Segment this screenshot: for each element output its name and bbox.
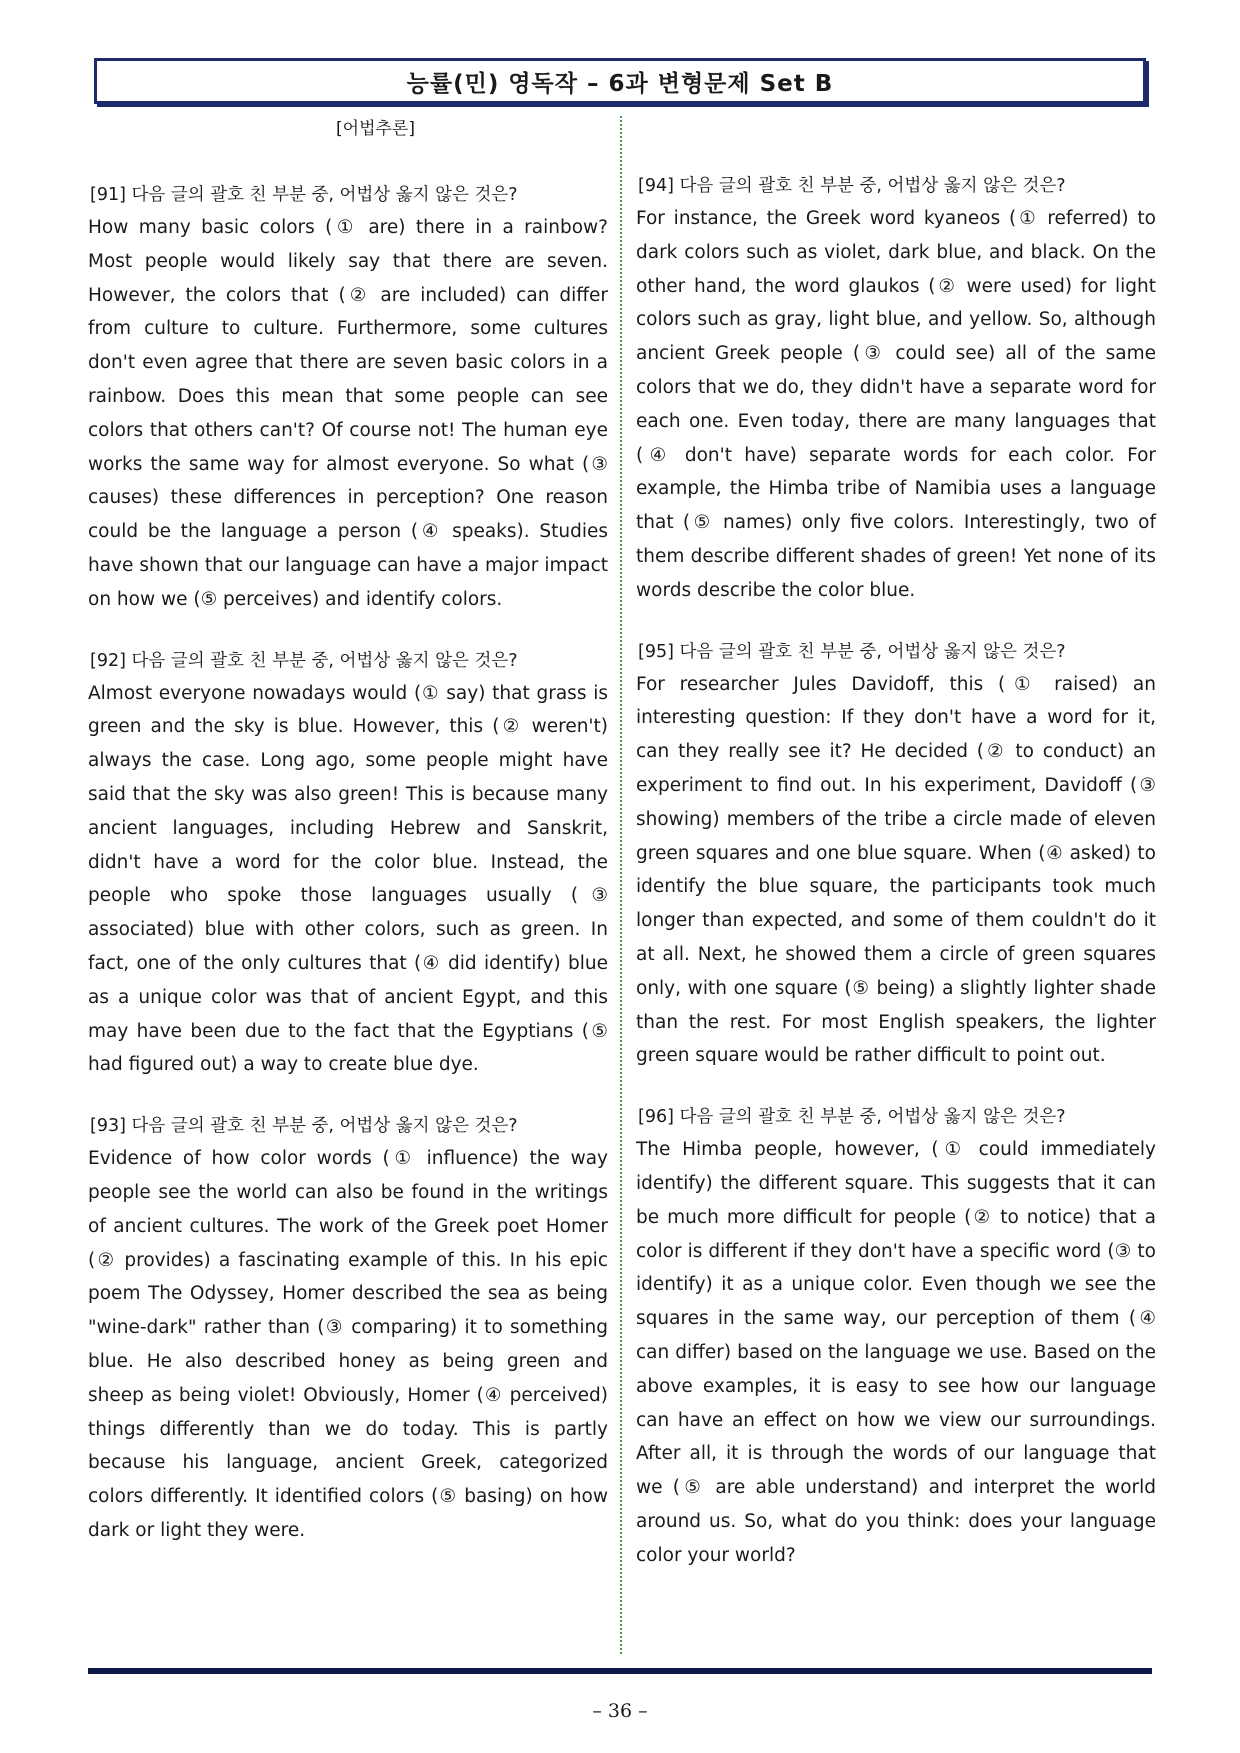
question-title: [91] 다음 글의 괄호 친 부분 중, 어법상 옳지 않은 것은? [90,185,518,205]
question-passage: For instance, the Greek word kyaneos (① referred) to dark colors such as violet, dark blue, and black. On the other hand, the word glaukos (② were used) for light colors such as gray, light blue, and yellow. So, although ancient Greek people (③ could see) all of the same colors that we do, they didn't have a separate word for each one. Even today, there are many languages that (④ don't have) separate words for each color. For example, the Himba tribe of Namibia uses a language that (⑤ names) only five colors. Interestingly, two of them describe different shades of green! Yet none of its words describe the color blue. [636,208,1156,601]
question-passage: Almost everyone nowadays would (① say) that grass is green and the sky is blue. However, this (② weren't) always the case. Long ago, some people might have said that the sky was also green! This is because many ancient languages, including Hebrew and Sanskrit, didn't have a word for the color blue. Instead, the people who spoke those languages usually (③ associated) blue with other colors, such as green. In fact, one of the only cultures that (④ did identify) blue as a unique color was that of ancient Egypt, and this may have been due to the fact that the Egyptians (⑤ had figured out) a way to create blue dye. [88,682,608,1076]
footer-rule [88,1668,1152,1674]
question-93 [88,1110,608,1548]
question-passage: For researcher Jules Davidoff, this (① raised) an interesting question: If they don't have a word for it, can they really see it? He decided (② to conduct) an experiment to find out. In his experiment, Davidoff (③ showing) members of the tribe a circle made of eleven green squares and one blue square. When (④ asked) to identify the blue square, the participants took much longer than expected, and some of them couldn't do it at all. Next, he showed them a circle of green squares only, with one square (⑤ being) a slightly lighter shade than the rest. For most English speakers, the lighter green square would be rather difficult to point out. [636,673,1156,1067]
column-divider [620,116,622,1654]
question-passage: The Himba people, however, (① could immediately identify) the different square. This suggests that it can be much more difficult for people (② to notice) that a color is different if they don't have a specific word (③ to identify) it as a unique color. Even though we see the squares in the same way, our perception of them (④ can differ) based on the language we use. Based on the above examples, it is easy to see how our language can have an effect on how we view our surroundings. After all, it is through the words of our language that we (⑤ are able understand) and interpret the world around us. So, what do you think: does your language color your world? [636,1139,1156,1566]
left-column [88,114,608,1576]
question-title: [96] 다음 글의 괄호 친 부분 중, 어법상 옳지 않은 것은? [638,1107,1066,1128]
question-92 [88,645,608,1083]
page-header [94,58,1146,104]
page-title: 능률(민) 영독작 – 6과 변형문제 Set B [406,70,834,97]
question-passage: How many basic colors (① are) there in a rainbow? Most people would likely say that there are seven. However, the colors that (② are included) can differ from culture to culture. Furthermore, some cultures don't even agree that there are seven basic colors in a rainbow. Does this mean that some people can see colors that others can't? Of course not! The human eye works the same way for almost everyone. So what (③ causes) these differences in perception? One reason could be the language a person (④ speaks). Studies have shown that our language can have a major impact on how we (⑤ perceives) and identify colors. [88,217,608,610]
question-96 [636,1101,1156,1572]
question-94 [636,170,1156,608]
section-label: [어법추론] [336,119,415,139]
question-title: [95] 다음 글의 괄호 친 부분 중, 어법상 옳지 않은 것은? [638,641,1066,662]
right-column [636,170,1156,1600]
question-passage: Evidence of how color words (① influence) the way people see the world can also be found in the writings of ancient cultures. The work of the Greek poet Homer (② provides) a fascinating example of this. In his epic poem The Odyssey, Homer described the sea as being "wine-dark" rather than (③ comparing) it to something blue. He also described honey as being green and sheep as being violet! Obviously, Homer (④ perceived) things differently than we do today. This is partly because his language, ancient Greek, categorized colors differently. It identified colors (⑤ basing) on how dark or light they were. [88,1148,608,1541]
question-91 [88,179,608,617]
question-95 [636,636,1156,1074]
question-title: [94] 다음 글의 괄호 친 부분 중, 어법상 옳지 않은 것은? [638,176,1066,196]
question-title: [93] 다음 글의 괄호 친 부분 중, 어법상 옳지 않은 것은? [90,1116,518,1137]
question-title: [92] 다음 글의 괄호 친 부분 중, 어법상 옳지 않은 것은? [90,650,518,671]
page-number: – 36 – [592,1700,648,1722]
